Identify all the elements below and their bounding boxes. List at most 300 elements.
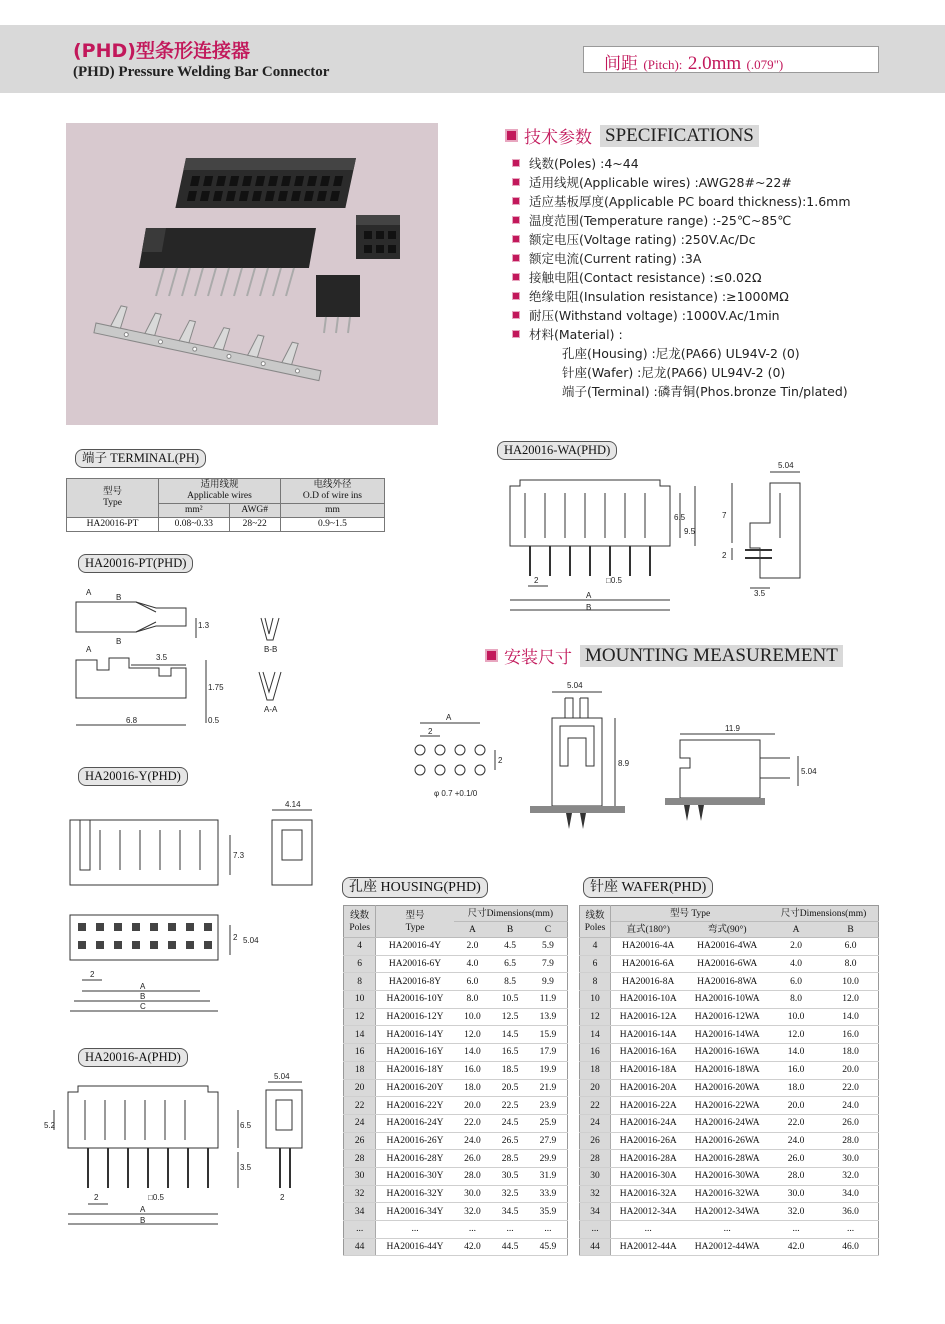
dim-label: □0.5 <box>606 576 622 585</box>
table-cell: 26 <box>580 1132 611 1150</box>
table-row <box>344 955 568 973</box>
y-drawing <box>60 795 340 1025</box>
table-cell: ... <box>769 1221 823 1239</box>
th-type: 型号 Type <box>376 906 454 938</box>
table-cell: 22.0 <box>454 1114 492 1132</box>
dim-label: B <box>140 1216 146 1225</box>
table-cell: 11.9 <box>529 991 568 1009</box>
table-cell: 4.0 <box>769 955 823 973</box>
table-row <box>344 991 568 1009</box>
terminal-tag: 端子 TERMINAL(PH) <box>75 449 206 468</box>
table-cell: HA20016-18Y <box>376 1061 454 1079</box>
table-cell: 35.9 <box>529 1203 568 1221</box>
table-cell: ... <box>580 1221 611 1239</box>
th-dim: 尺寸Dimensions(mm) <box>769 906 878 922</box>
table-cell: 8.0 <box>454 991 492 1009</box>
table-cell: 12 <box>580 1008 611 1026</box>
table-cell: 8 <box>580 973 611 991</box>
table-cell: HA20012-44A <box>611 1238 686 1256</box>
table-cell: HA20016-8Y <box>376 973 454 991</box>
table-cell: 18.5 <box>491 1061 529 1079</box>
bullet-icon <box>512 254 520 262</box>
table-cell: HA20016-4A <box>611 938 686 956</box>
table-cell: 20.5 <box>491 1079 529 1097</box>
table-row <box>580 1221 879 1239</box>
mounting-heading-cn: 安装尺寸 <box>504 648 572 668</box>
dim-label: 7 <box>722 511 727 520</box>
pitch-label: (Pitch): <box>643 57 683 72</box>
spec-item: 绝缘电阻(Insulation resistance) :≥1000MΩ <box>512 286 851 305</box>
table-cell: HA20016-28Y <box>376 1150 454 1168</box>
table-cell: 20.0 <box>769 1097 823 1115</box>
dim-label: □0.5 <box>148 1193 164 1202</box>
table-cell: 8 <box>344 973 376 991</box>
table-cell: 30.0 <box>454 1185 492 1203</box>
table-cell: 6.5 <box>491 955 529 973</box>
table-cell: HA20016-34Y <box>376 1203 454 1221</box>
table-cell: 23.9 <box>529 1097 568 1115</box>
table-cell: HA20016-20A <box>611 1079 686 1097</box>
dim-label: A <box>86 588 92 597</box>
table-cell: HA20016-8WA <box>685 973 769 991</box>
table-cell: 14 <box>344 1026 376 1044</box>
material-item: 端子(Terminal) :磷青铜(Phos.bronze Tin/plated) <box>562 383 848 399</box>
table-row <box>580 1026 879 1044</box>
table-cell: 22.0 <box>823 1079 878 1097</box>
table-cell: HA20016-26Y <box>376 1132 454 1150</box>
a-tag: HA20016-A(PHD) <box>78 1048 188 1067</box>
table-row <box>580 1132 879 1150</box>
dim-label: φ 0.7 +0.1/0 <box>434 789 478 798</box>
table-cell: 30.0 <box>769 1185 823 1203</box>
table-cell: ... <box>491 1221 529 1239</box>
table-cell: 44 <box>580 1238 611 1256</box>
table-cell: 18.0 <box>454 1079 492 1097</box>
bullet-icon <box>512 330 520 338</box>
dim-label: B-B <box>264 645 278 654</box>
dim-label: B <box>140 992 146 1001</box>
table-row: HA20016-PT 0.08~0.33 28~22 0.9~1.5 <box>67 518 385 532</box>
mounting-heading <box>485 643 843 668</box>
table-cell: 20.0 <box>823 1061 878 1079</box>
table-cell: HA20012-34WA <box>685 1203 769 1221</box>
table-row <box>344 1061 568 1079</box>
table-cell: 6.0 <box>454 973 492 991</box>
table-cell: ... <box>376 1221 454 1239</box>
table-cell: 22.0 <box>769 1114 823 1132</box>
table-cell: 14.5 <box>491 1026 529 1044</box>
table-cell: HA20016-32Y <box>376 1185 454 1203</box>
table-cell: 8.5 <box>491 973 529 991</box>
table-cell: 22 <box>344 1097 376 1115</box>
table-cell: HA20016-22WA <box>685 1097 769 1115</box>
th-poles: 线数 Poles <box>344 906 376 938</box>
table-cell: 32.0 <box>823 1167 878 1185</box>
table-cell: 17.9 <box>529 1044 568 1062</box>
table-cell: ... <box>344 1221 376 1239</box>
table-cell: 8.0 <box>823 955 878 973</box>
table-row <box>580 1061 879 1079</box>
table-cell: 5.9 <box>529 938 568 956</box>
dim-label: 2 <box>534 576 539 585</box>
table-cell: 31.9 <box>529 1167 568 1185</box>
dim-label: 5.04 <box>801 767 817 776</box>
table-cell: 4 <box>580 938 611 956</box>
connector-photo-illustration <box>66 123 438 425</box>
table-cell: 4.5 <box>491 938 529 956</box>
table-cell: HA20016-28WA <box>685 1150 769 1168</box>
table-row <box>344 1221 568 1239</box>
table-row <box>580 991 879 1009</box>
table-cell: 36.0 <box>823 1203 878 1221</box>
table-cell: ... <box>611 1221 686 1239</box>
table-cell: 28.5 <box>491 1150 529 1168</box>
table-cell: 20 <box>344 1079 376 1097</box>
table-cell: 4.0 <box>454 955 492 973</box>
bullet-icon <box>512 216 520 224</box>
table-cell: HA20016-12WA <box>685 1008 769 1026</box>
table-cell: HA20016-30A <box>611 1167 686 1185</box>
table-cell: 32.0 <box>454 1203 492 1221</box>
table-cell: HA20016-28A <box>611 1150 686 1168</box>
table-cell: HA20016-16A <box>611 1044 686 1062</box>
spec-item: 耐压(Withstand voltage) :1000V.Ac/1min <box>512 305 851 324</box>
table-cell: 2.0 <box>769 938 823 956</box>
table-cell: 6 <box>344 955 376 973</box>
dim-label: 5.04 <box>274 1072 290 1081</box>
table-cell: HA20016-18A <box>611 1061 686 1079</box>
table-cell: 24.0 <box>769 1132 823 1150</box>
page-title-cn: (PHD)型条形连接器 <box>73 40 250 62</box>
table-cell: HA20016-6A <box>611 955 686 973</box>
table-cell: 10.0 <box>769 1008 823 1026</box>
spec-item: 线数(Poles) :4~44 <box>512 153 851 172</box>
table-cell: 30.5 <box>491 1167 529 1185</box>
table-cell: 12.5 <box>491 1008 529 1026</box>
pt-tag: HA20016-PT(PHD) <box>78 554 193 573</box>
a-drawing <box>40 1070 330 1230</box>
table-row <box>580 938 879 956</box>
bullet-icon <box>512 159 520 167</box>
th-c: C <box>529 922 568 938</box>
th-mm: mm <box>280 504 384 518</box>
table-cell: 16 <box>580 1044 611 1062</box>
table-cell: 20.0 <box>454 1097 492 1115</box>
dim-label: A <box>586 591 592 600</box>
table-cell: HA20016-32A <box>611 1185 686 1203</box>
table-row <box>580 1044 879 1062</box>
table-cell: 10.0 <box>454 1008 492 1026</box>
table-cell: 34 <box>344 1203 376 1221</box>
dim-label: 6.8 <box>126 716 138 725</box>
table-cell: 22.5 <box>491 1097 529 1115</box>
dim-label: 2 <box>233 933 238 942</box>
table-cell: 10.0 <box>823 973 878 991</box>
table-cell: 28.0 <box>454 1167 492 1185</box>
table-cell: 18 <box>344 1061 376 1079</box>
th-awg: AWG# <box>229 504 280 518</box>
table-cell: HA20016-10Y <box>376 991 454 1009</box>
table-cell: HA20016-22A <box>611 1097 686 1115</box>
table-cell: 26.0 <box>769 1150 823 1168</box>
table-cell: 34.0 <box>823 1185 878 1203</box>
bullet-icon <box>512 235 520 243</box>
table-row <box>344 1203 568 1221</box>
heading-bullet-icon <box>505 129 518 142</box>
table-row <box>580 1203 879 1221</box>
table-cell: 32 <box>580 1185 611 1203</box>
dim-label: A-A <box>264 705 278 714</box>
table-cell: ... <box>823 1221 878 1239</box>
th-wires: 适用线规 Applicable wires <box>159 479 281 504</box>
table-cell: 24 <box>344 1114 376 1132</box>
table-cell: 16.0 <box>823 1026 878 1044</box>
table-cell: HA20016-4WA <box>685 938 769 956</box>
dim-label: 11.9 <box>725 724 740 733</box>
dim-label: 6.5 <box>240 1121 252 1130</box>
table-cell: 24.0 <box>454 1132 492 1150</box>
spec-item: 温度范围(Temperature range) :-25℃~85℃ <box>512 210 851 229</box>
table-row <box>580 1167 879 1185</box>
table-cell: 44 <box>344 1238 376 1256</box>
table-cell: 28 <box>344 1150 376 1168</box>
wa-tag: HA20016-WA(PHD) <box>497 441 617 460</box>
wafer-tag: 针座 WAFER(PHD) <box>583 877 713 898</box>
table-cell: HA20016-6WA <box>685 955 769 973</box>
table-cell: ... <box>529 1221 568 1239</box>
dim-label: 3.5 <box>240 1163 252 1172</box>
wafer-tbody <box>580 938 879 1256</box>
table-cell: HA20016-30Y <box>376 1167 454 1185</box>
th-dim: 尺寸Dimensions(mm) <box>454 906 568 922</box>
table-cell: HA20016-16WA <box>685 1044 769 1062</box>
specs-heading-cn: 技术参数 <box>524 128 592 148</box>
table-cell: HA20016-6Y <box>376 955 454 973</box>
th-od: 电线外径 O.D of wire ins <box>280 479 384 504</box>
table-cell: 7.9 <box>529 955 568 973</box>
table-cell: HA20016-14A <box>611 1026 686 1044</box>
dim-label: 4.14 <box>285 800 301 809</box>
table-cell: 14.0 <box>454 1044 492 1062</box>
table-cell: 28.0 <box>823 1132 878 1150</box>
table-cell: HA20016-22Y <box>376 1097 454 1115</box>
table-cell: 12.0 <box>823 991 878 1009</box>
dim-label: A <box>446 713 452 722</box>
dim-label: 9.5 <box>684 527 696 536</box>
table-cell: 26.5 <box>491 1132 529 1150</box>
dim-label: 2 <box>498 756 503 765</box>
material-item: 孔座(Housing) :尼龙(PA66) UL94V-2 (0) <box>562 345 800 361</box>
wa-drawing <box>500 458 850 618</box>
table-cell: HA20016-20Y <box>376 1079 454 1097</box>
table-cell: 16 <box>344 1044 376 1062</box>
spec-list <box>512 153 851 400</box>
table-cell: 22 <box>580 1097 611 1115</box>
table-cell: 28.0 <box>769 1167 823 1185</box>
housing-table <box>343 905 568 1256</box>
bullet-icon <box>512 311 520 319</box>
table-row <box>580 1079 879 1097</box>
table-cell: 12.0 <box>769 1026 823 1044</box>
table-cell: HA20012-34A <box>611 1203 686 1221</box>
table-cell: 18.0 <box>823 1044 878 1062</box>
table-cell: 26 <box>344 1132 376 1150</box>
dim-label: B <box>586 603 592 612</box>
table-cell: 27.9 <box>529 1132 568 1150</box>
dim-label: 2 <box>90 970 95 979</box>
table-row <box>580 1185 879 1203</box>
table-cell: 18 <box>580 1061 611 1079</box>
table-cell: 25.9 <box>529 1114 568 1132</box>
bullet-icon <box>512 178 520 186</box>
table-cell: HA20016-10A <box>611 991 686 1009</box>
table-cell: HA20016-44Y <box>376 1238 454 1256</box>
dim-label: B <box>116 637 122 646</box>
pitch-inch: (.079") <box>746 57 784 72</box>
table-row <box>344 973 568 991</box>
table-row <box>344 1079 568 1097</box>
table-cell: 19.9 <box>529 1061 568 1079</box>
table-cell: 13.9 <box>529 1008 568 1026</box>
table-cell: 42.0 <box>769 1238 823 1256</box>
dim-label: 2 <box>428 727 433 736</box>
table-row <box>344 1167 568 1185</box>
table-cell: 30 <box>580 1167 611 1185</box>
table-row <box>344 1097 568 1115</box>
table-cell: HA20016-14WA <box>685 1026 769 1044</box>
table-cell: HA20016-14Y <box>376 1026 454 1044</box>
th-angle: 弯式(90°) <box>685 922 769 938</box>
dim-label: 3.5 <box>754 589 766 598</box>
dim-label: 5.2 <box>44 1121 56 1130</box>
table-cell: HA20016-20WA <box>685 1079 769 1097</box>
table-cell: 30.0 <box>823 1150 878 1168</box>
mounting-heading-en: MOUNTING MEASUREMENT <box>580 645 843 667</box>
th-a: A <box>454 922 492 938</box>
pitch-value: 2.0mm <box>687 53 742 74</box>
table-row <box>344 1044 568 1062</box>
table-row <box>580 973 879 991</box>
spec-item: 材料(Material) : <box>512 324 851 343</box>
spec-item: 额定电压(Voltage rating) :250V.Ac/Dc <box>512 229 851 248</box>
dim-label: 2 <box>280 1193 285 1202</box>
table-row <box>580 1097 879 1115</box>
table-cell: 16.0 <box>454 1061 492 1079</box>
table-cell: 34.5 <box>491 1203 529 1221</box>
table-cell: 12 <box>344 1008 376 1026</box>
dim-label: 5.04 <box>243 936 259 945</box>
dim-label: 6.5 <box>674 513 686 522</box>
dim-label: 7.3 <box>233 851 245 860</box>
table-cell: 32 <box>344 1185 376 1203</box>
spec-item: 接触电阻(Contact resistance) :≤0.02Ω <box>512 267 851 286</box>
th-straight: 直式(180°) <box>611 922 686 938</box>
table-row <box>580 955 879 973</box>
dim-label: 2 <box>94 1193 99 1202</box>
terminal-table <box>66 478 385 532</box>
bullet-icon <box>512 292 520 300</box>
table-cell: 6.0 <box>769 973 823 991</box>
th-type: 型号 Type <box>611 906 769 922</box>
table-cell: HA20016-12Y <box>376 1008 454 1026</box>
table-cell: 10 <box>580 991 611 1009</box>
dim-label: A <box>140 1205 146 1214</box>
table-cell: 26.0 <box>454 1150 492 1168</box>
table-row <box>344 1150 568 1168</box>
pitch-box <box>583 46 879 73</box>
table-row <box>344 1114 568 1132</box>
table-cell: 32.5 <box>491 1185 529 1203</box>
material-item: 针座(Wafer) :尼龙(PA66) UL94V-2 (0) <box>562 364 786 380</box>
table-cell: 6.0 <box>823 938 878 956</box>
table-cell: 9.9 <box>529 973 568 991</box>
table-cell: 34 <box>580 1203 611 1221</box>
spec-item: 适应基板厚度(Applicable PC board thickness):1.6mm <box>512 191 851 210</box>
dim-label: A <box>140 982 146 991</box>
table-cell: 14.0 <box>769 1044 823 1062</box>
table-row <box>580 1114 879 1132</box>
dim-label: 8.9 <box>618 759 630 768</box>
table-cell: HA20016-4Y <box>376 938 454 956</box>
dim-label: 1.75 <box>208 683 224 692</box>
wafer-table <box>579 905 879 1256</box>
table-cell: 15.9 <box>529 1026 568 1044</box>
mounting-drawing <box>400 678 840 838</box>
table-cell: 24.0 <box>823 1097 878 1115</box>
th-b: B <box>823 922 878 938</box>
table-cell: 29.9 <box>529 1150 568 1168</box>
table-cell: HA20016-32WA <box>685 1185 769 1203</box>
table-cell: HA20012-44WA <box>685 1238 769 1256</box>
table-cell: 18.0 <box>769 1079 823 1097</box>
th-b: B <box>491 922 529 938</box>
table-row <box>344 1008 568 1026</box>
table-cell: 16.0 <box>769 1061 823 1079</box>
spec-item: 额定电流(Current rating) :3A <box>512 248 851 267</box>
table-cell: 6 <box>580 955 611 973</box>
product-photo <box>66 123 438 425</box>
specs-heading-en: SPECIFICATIONS <box>600 125 759 147</box>
bullet-icon <box>512 197 520 205</box>
table-cell: 46.0 <box>823 1238 878 1256</box>
table-cell: 24.5 <box>491 1114 529 1132</box>
table-row <box>344 1132 568 1150</box>
table-cell: 8.0 <box>769 991 823 1009</box>
table-cell: 42.0 <box>454 1238 492 1256</box>
table-cell: HA20016-12A <box>611 1008 686 1026</box>
housing-tbody <box>344 938 568 1256</box>
dim-label: C <box>140 1002 146 1011</box>
table-cell: HA20016-16Y <box>376 1044 454 1062</box>
th-type: 型号 Type <box>67 479 159 518</box>
table-cell: 10 <box>344 991 376 1009</box>
spec-item: 适用线规(Applicable wires) :AWG28#~22# <box>512 172 851 191</box>
table-row <box>580 1238 879 1256</box>
th-a: A <box>769 922 823 938</box>
th-poles: 线数 Poles <box>580 906 611 938</box>
table-cell: 14.0 <box>823 1008 878 1026</box>
dim-label: A <box>86 645 92 654</box>
table-cell: HA20016-26WA <box>685 1132 769 1150</box>
dim-label: 2 <box>722 551 727 560</box>
table-cell: 10.5 <box>491 991 529 1009</box>
table-row <box>344 1238 568 1256</box>
housing-tag: 孔座 HOUSING(PHD) <box>342 877 488 898</box>
specs-heading <box>505 123 759 148</box>
y-tag: HA20016-Y(PHD) <box>78 767 188 786</box>
table-cell: 16.5 <box>491 1044 529 1062</box>
table-row <box>344 1185 568 1203</box>
